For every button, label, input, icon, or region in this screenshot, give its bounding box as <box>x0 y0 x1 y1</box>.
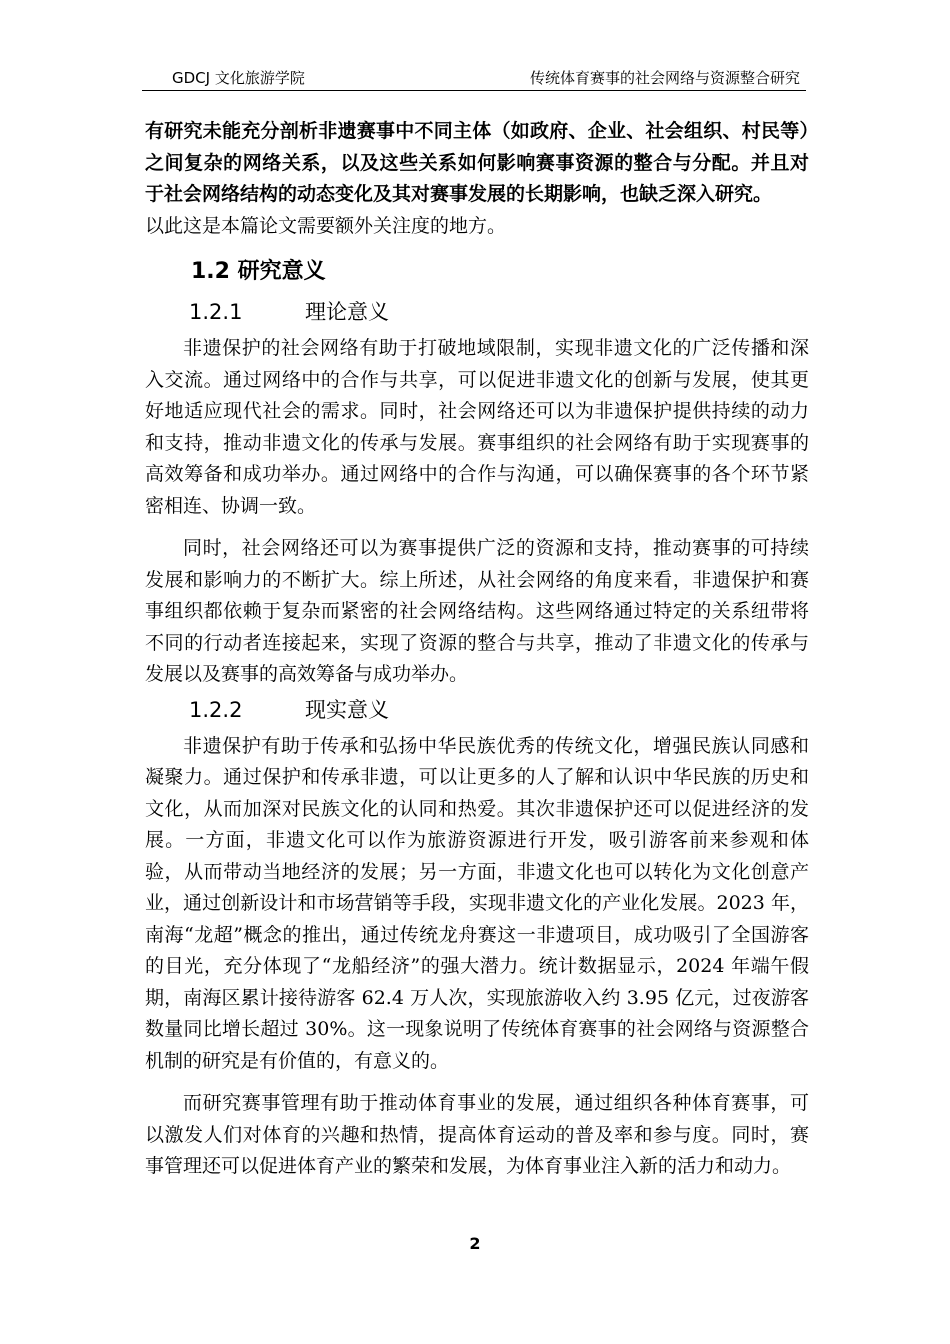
paragraph-practice-2: 而研究赛事管理有助于推动体育事业的发展，通过组织各种体育赛事，可以激发人们对体育的兴趣和热情，提高体育运动的普及率和参与度。同时，赛事管理还可以促进体育产业的繁荣和发展，为体育事业注入新的活力和动力。 <box>145 1092 809 1177</box>
subsection-title: 现实意义 <box>305 697 389 722</box>
header-institution: GDCJ 文化旅游学院 <box>172 69 305 87</box>
subsection-heading-1-2-1 <box>189 297 809 327</box>
paragraph-continuation: 有研究未能充分剖析非遗赛事中不同主体（如政府、企业、社会组织、村民等）之间复杂的网络关系，以及这些关系如何影响赛事资源的整合与分配。并且对于社会网络结构的动态变化及其对赛事发展的长期影响，也缺乏深入研究。 <box>145 120 809 205</box>
subsection-number: 1.2.1 <box>189 300 243 324</box>
paragraph-theory-1: 非遗保护的社会网络有助于打破地域限制，实现非遗文化的广泛传播和深入交流。通过网络中的合作与共享，可以促进非遗文化的创新与发展，使其更好地适应现代社会的需求。同时，社会网络还可以为非遗保护提供持续的动力和支持，推动非遗文化的传承与发展。赛事组织的社会网络有助于实现赛事的高效筹备和成功举办。通过网络中的合作与沟通，可以确保赛事的各个环节紧密相连、协调一致。 <box>145 337 809 517</box>
header-rule <box>142 90 806 91</box>
page-content <box>145 116 809 1183</box>
subsection-number: 1.2.2 <box>189 697 243 722</box>
section-heading-1-2: 1.2 研究意义 <box>191 259 326 284</box>
subsection-title: 理论意义 <box>305 300 389 324</box>
paragraph-practice-1: 非遗保护有助于传承和弘扬中华民族优秀的传统文化，增强民族认同感和凝聚力。通过保护和传承非遗，可以让更多的人了解和认识中华民族的历史和文化，从而加深对民族文化的认同和热爱。其次非遗保护还可以促进经济的发展。一方面，非遗文化可以作为旅游资源进行开发，吸引游客前来参观和体验，从而带动当地经济的发展；另一方面，非遗文化也可以转化为文化创意产业，通过创新设计和市场营销等手段，实现非遗文化的产业化发展。2023 年，南海“龙超”概念的推出，通过传统龙舟赛这一非遗项目，成功吸引了全国游客的目光，充分体现了“龙船经济”的强大潜力。统计数据显示，2024 年端午假期，南海区累计接待游客 62.4 万人次，实现旅游收入约 3.95 亿元，过夜游客数量同比增长超过 30%。这一现象说明了传统体育赛事的社会网络与资源整合机制的研究是有价值的，有意义的。 <box>145 734 809 1072</box>
paragraph-continuation-end: 以此这是本篇论文需要额外关注度的地方。 <box>145 214 507 237</box>
paragraph-theory-2: 同时，社会网络还可以为赛事提供广泛的资源和支持，推动赛事的可持续发展和影响力的不断扩大。综上所述，从社会网络的角度来看，非遗保护和赛事组织都依赖于复杂而紧密的社会网络结构。这些网络通过特定的关系纽带将不同的行动者连接起来，实现了资源的整合与共享，推动了非遗文化的传承与发展以及赛事的高效筹备与成功举办。 <box>145 537 809 685</box>
subsection-heading-1-2-2 <box>189 695 809 725</box>
page-number: 2 <box>469 1234 481 1253</box>
header-paper-title: 传统体育赛事的社会网络与资源整合研究 <box>529 69 800 87</box>
